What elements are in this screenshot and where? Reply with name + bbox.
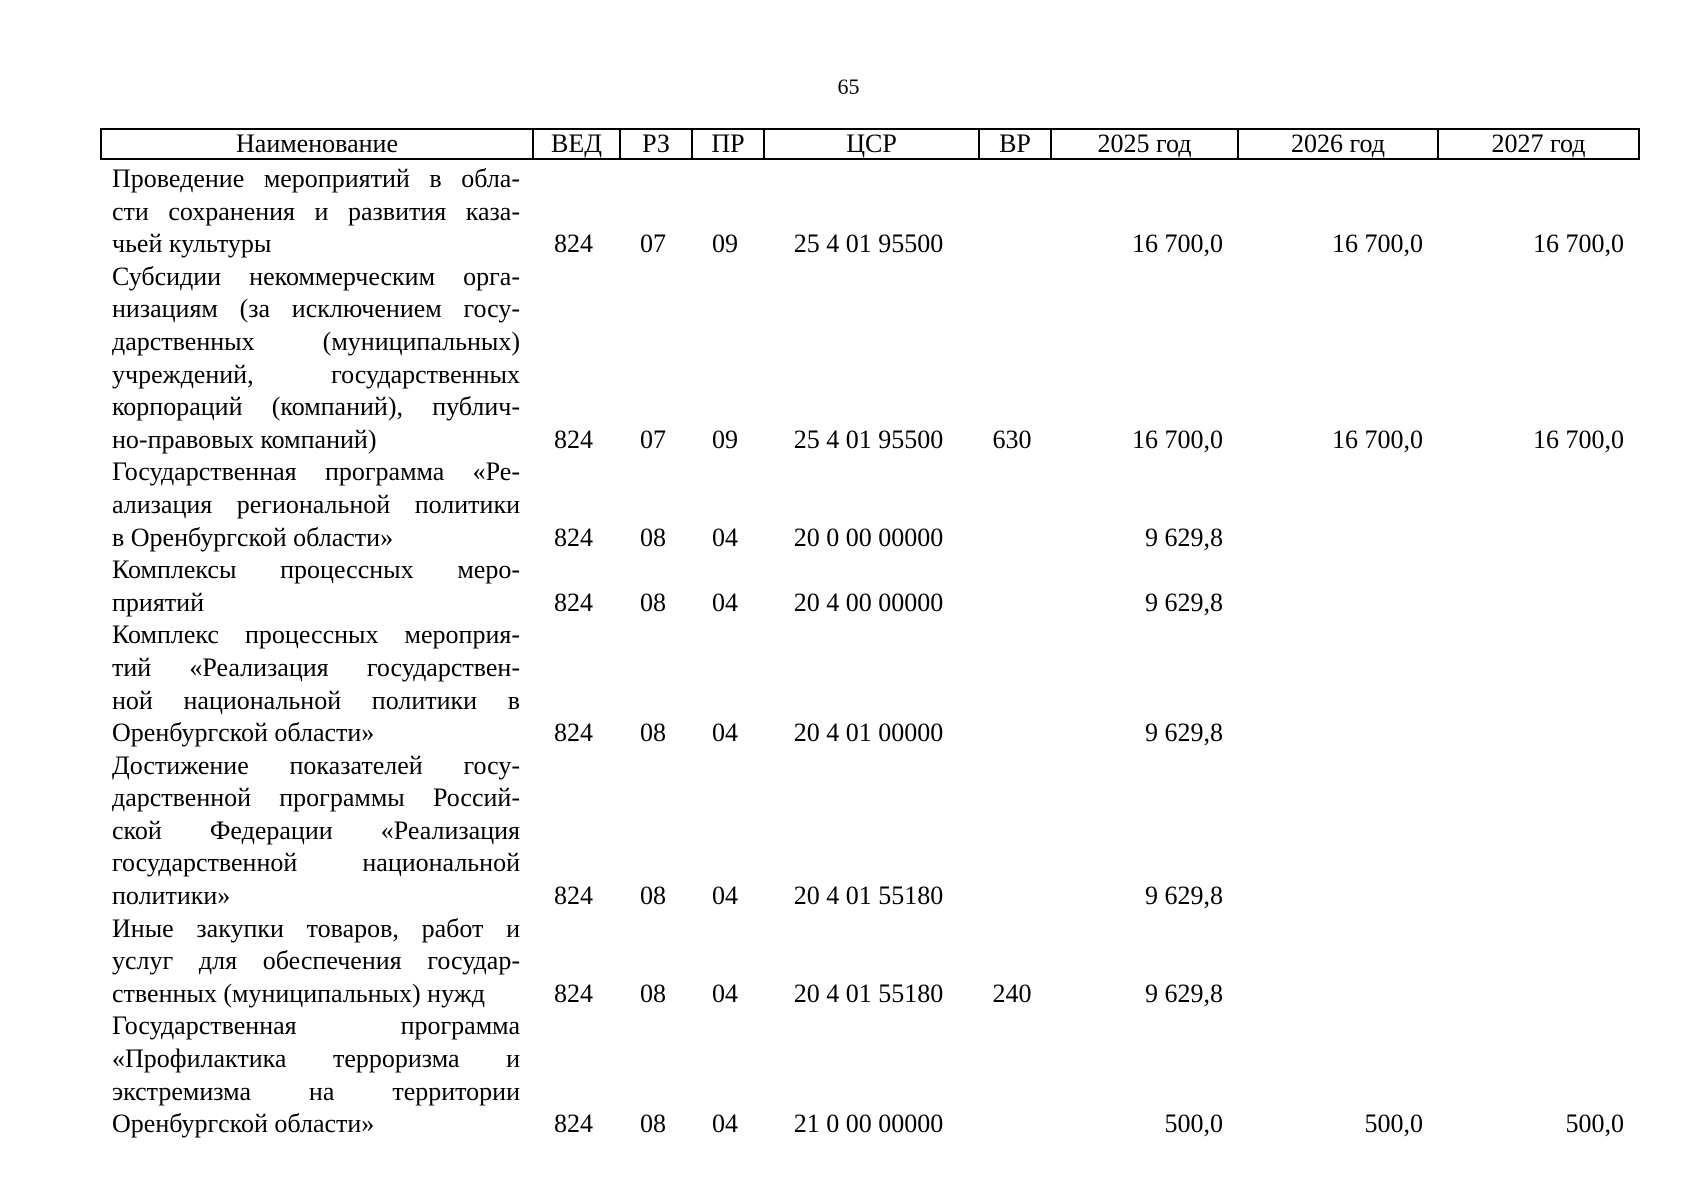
header-2027: 2027 год <box>1437 130 1638 158</box>
row-csr: 20 4 00 00000 <box>793 587 944 617</box>
row-rz: 07 <box>640 229 666 259</box>
row-ved: 824 <box>554 587 593 617</box>
row-ved: 824 <box>554 718 593 748</box>
row-name-line: политики» <box>112 881 231 911</box>
row-name-line: корпораций (компаний), публич- <box>112 392 520 422</box>
row-name-line: ственных (муниципальных) нужд <box>112 978 485 1008</box>
row-name-line: услуг для обеспечения государ- <box>112 946 520 976</box>
row-name-line: Комплексы процессных меро- <box>112 555 520 585</box>
row-name <box>100 1010 530 1140</box>
row-2026: 500,0 <box>1364 1109 1423 1139</box>
row-name-line: Субсидии некоммерческим орга- <box>112 261 520 291</box>
row-vr: 240 <box>992 978 1032 1008</box>
table-row <box>100 1010 1636 1140</box>
table-header <box>100 128 1640 160</box>
row-name-line: низациям (за исключением госу- <box>112 294 520 324</box>
row-2026: 16 700,0 <box>1332 424 1423 454</box>
header-pr: ПР <box>691 130 763 158</box>
row-name-line: дарственных (муниципальных) <box>112 326 520 356</box>
table-row <box>100 750 1636 913</box>
row-csr: 20 4 01 00000 <box>793 718 944 748</box>
row-rz: 08 <box>640 881 666 911</box>
row-name-line: Государственная программа «Ре- <box>112 457 520 487</box>
row-name <box>100 456 530 554</box>
table-row <box>100 163 1636 261</box>
row-2025: 500,0 <box>1164 1109 1223 1139</box>
header-ved: ВЕД <box>532 130 619 158</box>
row-name-line: чьей культуры <box>112 229 272 259</box>
row-name-line: Достижение показателей госу- <box>112 750 520 780</box>
row-name-line: Оренбургской области» <box>112 1109 375 1139</box>
row-pr: 04 <box>712 718 738 748</box>
table-row <box>100 619 1636 749</box>
table-row <box>100 261 1636 457</box>
row-name-line: Оренбургской области» <box>112 718 375 748</box>
row-csr: 25 4 01 95500 <box>793 424 944 454</box>
row-csr: 20 0 00 00000 <box>793 522 944 552</box>
table-body <box>100 163 1636 1141</box>
row-ved: 824 <box>554 881 593 911</box>
header-2026: 2026 год <box>1237 130 1437 158</box>
header-rz: РЗ <box>619 130 691 158</box>
row-pr: 04 <box>712 587 738 617</box>
row-name <box>100 261 530 457</box>
row-name-line: приятий <box>112 587 204 617</box>
row-name-line: Иные закупки товаров, работ и <box>112 913 520 943</box>
row-ved: 824 <box>554 978 593 1008</box>
row-csr: 20 4 01 55180 <box>793 881 944 911</box>
row-2025: 9 629,8 <box>1145 881 1223 911</box>
header-vr: ВР <box>978 130 1050 158</box>
row-name-line: ализация региональной политики <box>112 489 520 519</box>
row-2027: 16 700,0 <box>1533 424 1624 454</box>
row-name-line: «Профилактика терроризма и <box>112 1044 520 1074</box>
row-name <box>100 619 530 749</box>
row-rz: 07 <box>640 424 666 454</box>
row-name-line: в Оренбургской области» <box>112 522 394 552</box>
row-vr: 630 <box>992 424 1032 454</box>
row-name-line: экстремизма на территории <box>112 1076 520 1106</box>
row-2025: 9 629,8 <box>1145 978 1223 1008</box>
row-name-line: Государственная программа <box>112 1011 520 1041</box>
row-name <box>100 750 530 913</box>
row-2027: 16 700,0 <box>1533 229 1624 259</box>
page-number: 65 <box>837 74 860 99</box>
header-name: Наименование <box>236 130 398 158</box>
row-csr: 21 0 00 00000 <box>793 1109 944 1139</box>
row-name-line: но-правовых компаний) <box>112 424 377 454</box>
row-ved: 824 <box>554 1109 593 1139</box>
row-rz: 08 <box>640 718 666 748</box>
row-2025: 16 700,0 <box>1132 229 1223 259</box>
row-ved: 824 <box>554 522 593 552</box>
row-pr: 09 <box>712 229 738 259</box>
row-rz: 08 <box>640 522 666 552</box>
row-pr: 04 <box>712 881 738 911</box>
header-2025: 2025 год <box>1050 130 1237 158</box>
row-ved: 824 <box>554 229 593 259</box>
row-pr: 04 <box>712 522 738 552</box>
row-name-line: государственной национальной <box>112 848 520 878</box>
row-name <box>100 913 530 1011</box>
row-rz: 08 <box>640 978 666 1008</box>
row-name-line: ной национальной политики в <box>112 685 520 715</box>
row-name-line: тий «Реализация государствен- <box>112 652 520 682</box>
row-name <box>100 163 530 261</box>
row-2025: 16 700,0 <box>1132 424 1223 454</box>
row-rz: 08 <box>640 587 666 617</box>
row-name-line: дарственной программы Россий- <box>112 783 520 813</box>
row-2027: 500,0 <box>1565 1109 1624 1139</box>
row-pr: 04 <box>712 1109 738 1139</box>
row-name-line: Комплекс процессных мероприя- <box>112 620 520 650</box>
row-name-line: Проведение мероприятий в обла- <box>112 164 520 193</box>
row-2025: 9 629,8 <box>1145 718 1223 748</box>
row-name <box>100 554 530 619</box>
row-name-line: учреждений, государственных <box>112 359 520 389</box>
row-csr: 25 4 01 95500 <box>793 229 944 259</box>
row-2026: 16 700,0 <box>1332 229 1423 259</box>
row-2025: 9 629,8 <box>1145 522 1223 552</box>
row-pr: 09 <box>712 424 738 454</box>
table-row <box>100 913 1636 1011</box>
row-pr: 04 <box>712 978 738 1008</box>
row-name-line: ской Федерации «Реализация <box>112 815 520 845</box>
row-name-line: сти сохранения и развития каза- <box>112 196 520 226</box>
row-2025: 9 629,8 <box>1145 587 1223 617</box>
row-ved: 824 <box>554 424 593 454</box>
table-row <box>100 456 1636 554</box>
table-row <box>100 554 1636 619</box>
header-csr: ЦСР <box>763 130 978 158</box>
row-rz: 08 <box>640 1109 666 1139</box>
row-csr: 20 4 01 55180 <box>793 978 944 1008</box>
